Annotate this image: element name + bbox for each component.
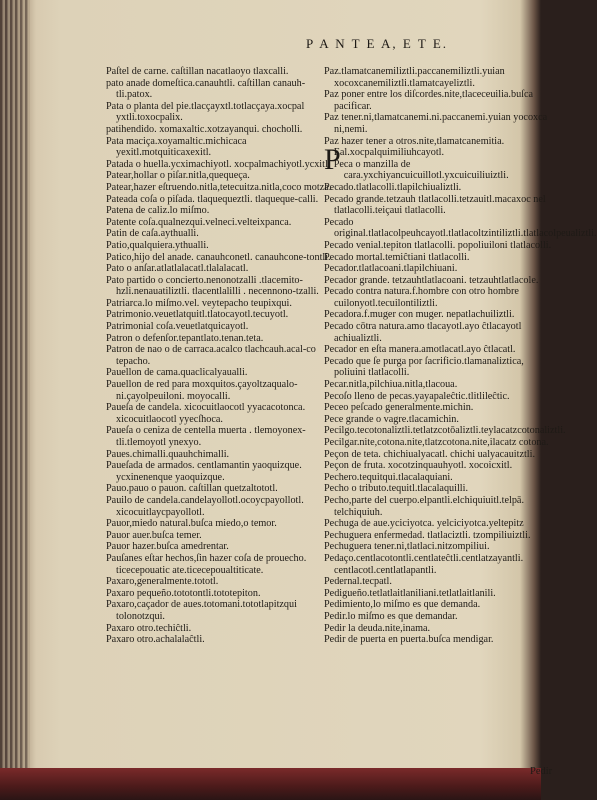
dictionary-entry: Paxaro otro.techiĉtli. (106, 622, 192, 634)
dictionary-entry: Pauo.pauo o pauon. caſtillan quetzaltototl. (106, 483, 278, 495)
dictionary-entry: Pecado grande.tetzauh tlatlacolli.tetzauitl.macaxoc nel tlatlacolli.teiçaui tlatlacolli. (324, 193, 546, 217)
dictionary-entry: Patada o huella.ycximachiyotl. xocpalmachiyotl.ycxitl. (106, 158, 331, 170)
dictionary-entry: Patear,hazer eſtruendo.nitla,tetecuitza.nitla,coco motza. (106, 181, 332, 193)
dictionary-entry: Paz tener.ni,tlamatcanemi.ni.paccanemi.yuian yocoxca ni,nemi. (324, 112, 548, 135)
catchword: Pedir (530, 766, 553, 777)
dictionary-entry: Pauor hazer.buſca amedrentar. (106, 541, 229, 553)
book-spine (0, 0, 30, 800)
dictionary-entry: Pecho,parte del cuerpo.elpantli.elchiquiuitl.telpā. telchiquiuh. (324, 494, 524, 518)
dictionary-entry: Paz hazer tener a otros.nite,tlamatcanemitia. (324, 135, 505, 147)
dictionary-entry: Patron de nao o de carraca.acalco tlachcauh.acal-co tepacho. (106, 344, 316, 367)
drop-cap: P (324, 143, 341, 177)
dictionary-entry: Peca o manzilla de cara.yxchiyancuicuillotl.yxcuicuiliuiztli. (333, 158, 509, 182)
dictionary-entry: Pata o planta del pie.tlacçayxtl.totlacçaya.xocpal yxtli.toxocpalix. (106, 100, 305, 124)
dictionary-entry: Pedaço.centlacotontli.centlateĉtli.centlatzayantli. centlacotl.centlatlapantli. (324, 552, 524, 576)
dictionary-entry: Patrimonio.veuetlatquitl.tlatocayotl.tecuyotl. (106, 309, 289, 321)
dictionary-entry: Patin de caſa.aythualli. (106, 228, 199, 240)
dictionary-entry: Pato partido o concierto.nenonotzalli .tlacemito-hzli.nenauatiliztli. tlacentlalilli . necennono-tzalli. (106, 274, 319, 298)
dictionary-entry: Pecado.tlatlacolli.tlapilchiualiztli. (324, 181, 462, 193)
dictionary-entry: Pecado que ſe purga por ſacrificio.tlamanaliztica, poliuini tlatlacolli. (324, 355, 524, 379)
dictionary-entry: Pauor,miedo natural.buſca miedo,o temor. (106, 518, 277, 530)
dictionary-entry: Pauellon de cama.quaclicalyaualli. (106, 367, 248, 379)
dictionary-entry: Patena de caliz.lo miſmo. (106, 205, 210, 217)
dictionary-entry: Pecador grande. tetzauhtlatlacoani. tetzauhtlatlacole. (324, 274, 539, 286)
dictionary-entry: Paſtel de carne. caſtillan nacatlaoyo tlaxcalli. (106, 66, 289, 77)
dictionary-entry: Pedimiento,lo miſmo es que demanda. (324, 599, 481, 611)
dictionary-entry: Pechero.tequitqui.tlacalaquiani. (324, 471, 453, 483)
dictionary-entry: Patear,hollar o piſar.nitla,quequeça. (106, 170, 250, 182)
dictionary-entry: Pecar.nitla,pilchiua.nitla,tlacoua. (324, 379, 458, 391)
book-bottom-edge (0, 768, 541, 800)
dictionary-entry: pato anade domeſtica.canauhtli. caſtillan canauh-tli.patox. (106, 77, 306, 101)
dictionary-entry: Pecador en eſta manera.amotlacatl.ayo ĉtlacatl. (324, 344, 516, 356)
dictionary-entry: Patron o defenſor.tepantlato.tenan.teta. (106, 332, 264, 344)
dictionary-entry: Pedigueño.tetlatlaitlaniliani.tetlatlaitlanili. (324, 587, 496, 599)
dictionary-entry: Pecilgo.tecotonaliztli.tetlatzcotōaliztli.teylacatzcotonaliztli. (324, 425, 566, 437)
dictionary-entry: Pecado contra natura.f.hombre con otro hombre cuilonyotl.tecuilontiliztli. (324, 286, 519, 309)
dictionary-entry: Pauſanes eſtar hechos,ſin hazer coſa de prouecho. ticecepouatic ate.ticecepoualtiticate. (106, 552, 307, 576)
dictionary-entry: Peceo peſcado generalmente.michin. (324, 402, 474, 414)
page (36, 8, 597, 777)
dictionary-entry: Patente coſa.qualnezqui.velneci.velteixpanca. (106, 216, 292, 228)
dictionary-entry: Paxaro pequeño.tototontli.tototepiton. (106, 587, 261, 599)
dictionary-entry: Pauellon de red para moxquitos.çayoltzaqualo-ni.çayolpeuiloni. moyocalli. (106, 379, 298, 402)
dictionary-entry: Pedir la deuda.nite,inama. (324, 622, 431, 634)
dictionary-entry: Paxaro,caçador de aues.totomani.tototlapitzqui tolonotzqui. (106, 599, 297, 622)
dictionary-entry: Pedir de puerta en puerta.buſca mendigar. (324, 634, 494, 646)
dictionary-entry: Pedernal.tecpatl. (324, 576, 392, 588)
dictionary-entry: Paz.tlamatcanemiliztli.paccanemiliztli.yuian xocoxcanemiliztli.tlamatcayeliztli. (324, 66, 505, 89)
dictionary-entry: Pato o anſar.atlatlalacatl.tlalalacatl. (106, 263, 249, 275)
left-column (106, 66, 334, 646)
dictionary-entry: Pechuga de aue.yciciyotca. yelciciyotca.yeltepitz (324, 518, 524, 530)
dictionary-entry: Pata maciça.xoyamaltic.michicaca yexitl.motquiticaxexitl. (106, 135, 247, 159)
page-header: P A N T E A, E T E. (306, 36, 449, 51)
dictionary-entry: Pecador.tlatlacoani.tlapilchiuani. (324, 263, 458, 275)
dictionary-entry: Paues.chimalli.quauhchimalli. (106, 448, 230, 460)
dictionary-entry: Peçon de fruta. xocotzinquauhyotl. xocoicxitl. (324, 460, 513, 472)
dictionary-entry: Patio,qualquiera.ythualli. (106, 239, 209, 251)
dictionary-entry: Paueſa o ceniza de centella muerta . tlemoyonex-tli.tlemoyotl ynexyo. (106, 425, 306, 448)
dictionary-entry: Pauor auer.buſca temer. (106, 529, 202, 541)
dictionary-entry: patihendido. xomaxaltic.xotzayanqui. chocholli. (106, 123, 303, 135)
dictionary-entry: Paz poner entre los diſcordes.nite,tlaceceuilia.buſca pacificar. (324, 89, 534, 112)
dictionary-entry: Peçon de teta. chichiualyacatl. chichi ualyacauitztli. (324, 448, 536, 460)
dictionary-entry: Patrimonial coſa.veuetlatquicayotl. (106, 321, 249, 333)
dictionary-entry-text: Eal.xocpalquimiliuhcayotl. (333, 147, 445, 159)
dictionary-entry: Pecadora.f.muger con muger. nepatlachuiliztli. (324, 309, 515, 321)
dictionary-entry: Pecado original.tlatlacolpeuhcayotl.tlatlacoltzintiliztli.tlatlacolpeualiztli. (324, 216, 597, 240)
dictionary-entry: Patriarca.lo miſmo.vel. veytepacho teupixqui. (106, 297, 292, 309)
dictionary-entry: Paueſa de candela. xicocuitlaocotl yyacacotonca. xicocuitlaocotl yyecſhoca. (106, 402, 306, 425)
dictionary-entry: Paxaro,generalmente.tototl. (106, 576, 219, 588)
dictionary-entry: Pauilo de candela.candelayollotl.ocoycpayollotl. xicocuitlaycpayollotl. (106, 494, 304, 518)
right-column (324, 66, 597, 646)
dictionary-entry: Paxaro otro.achalalaĉtli. (106, 634, 205, 646)
dictionary-entry: Pecoſo lleno de pecas.yayapaleĉtic.tlitlileĉtic. (324, 390, 510, 402)
dictionary-entry: Pecado venial.tepiton tlatlacolli. popoliuiloni tlatlacolli. (324, 239, 552, 251)
dictionary-entry: Pedir.lo miſmo es que demandar. (324, 610, 458, 622)
dictionary-entry: Patico,hijo del anade. canauhconetl. canauhcone-tontli. (106, 251, 331, 263)
dictionary-entry: Pecado mortal.temiĉtiani tlatlacolli. (324, 251, 470, 263)
dictionary-entry: Pechuguera tener.ni,tlatlaci.nitzompiliui. (324, 541, 490, 553)
dictionary-entry: Pecho o tributo.tequitl.tlacalaquilli. (324, 483, 469, 495)
dictionary-entry: Pateada coſa o piſada. tlaquequeztli. tlaqueque-calli. (106, 193, 319, 205)
dictionary-entry: Pece grande o vagre.tlacamichin. (324, 413, 459, 425)
dictionary-entry: Pecado cōtra natura.amo tlacayotl.ayo ĉtlacayotl achiualiztli. (324, 321, 522, 344)
dictionary-entry: Paueſada de armados. centlamantin yaoquizque. ycxinenenque yaoquizque. (106, 460, 302, 483)
dictionary-entry: Pecilgar.nite,cotona.nite,tlatzcotona.nite,ilacatz cotona. (324, 437, 549, 448)
dictionary-entry: Pechuguera enfermedad. tlatlaciztli. tzompiliuiztli. (324, 529, 531, 541)
